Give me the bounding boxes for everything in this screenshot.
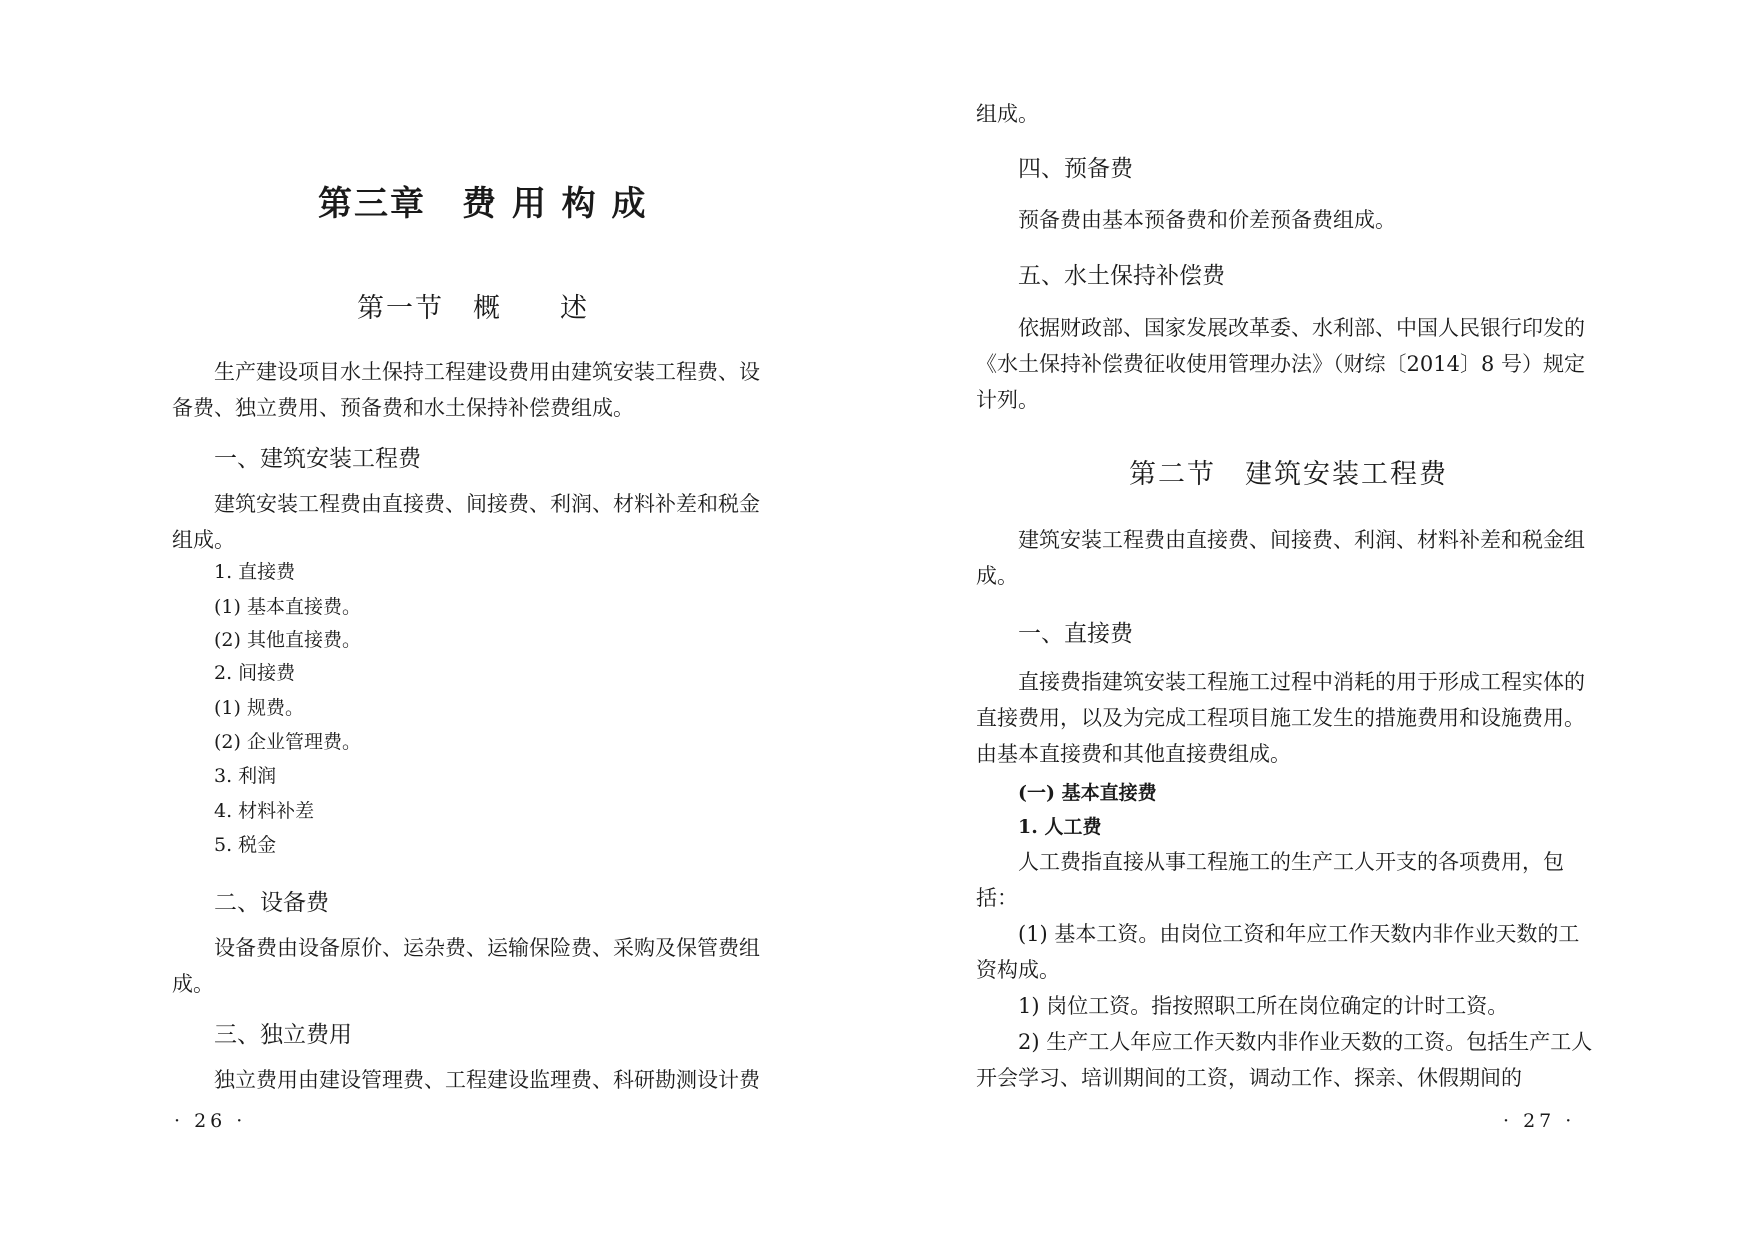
heading-basic-direct-fee: (一) 基本直接费 [1018,782,1157,804]
equipment-fee-paragraph: 设备费由设备原价、运杂费、运输保险费、采购及保管费组成。 [172,936,760,996]
basic-wage-paragraph: (1) 基本工资。由岗位工资和年应工作天数内非作业天数的工资构成。 [976,922,1580,982]
heading-construction-install-fee: 一、建筑安装工程费 [214,446,421,472]
list-item: 4. 材料补差 [214,800,315,822]
chapter-title: 第三章 费 用 构 成 [318,184,648,224]
section-title-construction-install: 第二节 建筑安装工程费 [1129,459,1448,490]
heading-direct-fee: 一、直接费 [1018,621,1133,647]
list-item: (2) 其他直接费。 [214,629,361,651]
construction-install-paragraph-2: 建筑安装工程费由直接费、间接费、利润、材料补差和税金组成。 [976,528,1585,588]
construction-install-paragraph: 建筑安装工程费由直接费、间接费、利润、材料补差和税金组成。 [172,492,760,552]
list-item: 2. 间接费 [214,662,296,684]
continued-text: 组成。 [976,102,1039,126]
non-working-day-wage-paragraph: 2) 生产工人年应工作天数内非作业天数的工资。包括生产工人开会学习、培训期间的工资，调动工作、探亲、休假期间的 [976,1030,1593,1090]
heading-soil-conservation-compensation: 五、水土保持补偿费 [1018,263,1225,289]
page-number-right: · 27 · [1503,1110,1576,1132]
list-item: 1. 直接费 [214,561,296,583]
list-item: 5. 税金 [214,834,277,856]
heading-independent-fee: 三、独立费用 [214,1022,352,1048]
intro-paragraph: 生产建设项目水土保持工程建设费用由建筑安装工程费、设备费、独立费用、预备费和水土保持补偿费组成。 [172,360,760,420]
compensation-paragraph: 依据财政部、国家发展改革委、水利部、中国人民银行印发的《水土保持补偿费征收使用管理办法》（财综〔2014〕8 号）规定计列。 [976,316,1585,412]
section-title-overview: 第一节 概 述 [357,293,589,324]
reserve-fee-paragraph: 预备费由基本预备费和价差预备费组成。 [1018,208,1396,232]
page-number-left: · 26 · [174,1110,247,1132]
labor-fee-paragraph: 人工费指直接从事工程施工的生产工人开支的各项费用，包括： [976,850,1564,910]
heading-labor-fee: 1. 人工费 [1018,816,1102,838]
post-wage-paragraph: 1) 岗位工资。指按照职工所在岗位确定的计时工资。 [1018,994,1509,1018]
direct-fee-paragraph: 直接费指建筑安装工程施工过程中消耗的用于形成工程实体的直接费用，以及为完成工程项目施工发生的措施费用和设施费用。由基本直接费和其他直接费组成。 [976,670,1585,766]
list-item: (2) 企业管理费。 [214,731,361,753]
heading-equipment-fee: 二、设备费 [214,890,329,916]
list-item: (1) 基本直接费。 [214,596,361,618]
list-item: 3. 利润 [214,765,277,787]
right-page [877,0,1755,1241]
heading-reserve-fee: 四、预备费 [1018,156,1133,182]
list-item: (1) 规费。 [214,697,304,719]
left-page [0,0,877,1241]
independent-fee-paragraph: 独立费用由建设管理费、工程建设监理费、科研勘测设计费 [214,1068,760,1092]
